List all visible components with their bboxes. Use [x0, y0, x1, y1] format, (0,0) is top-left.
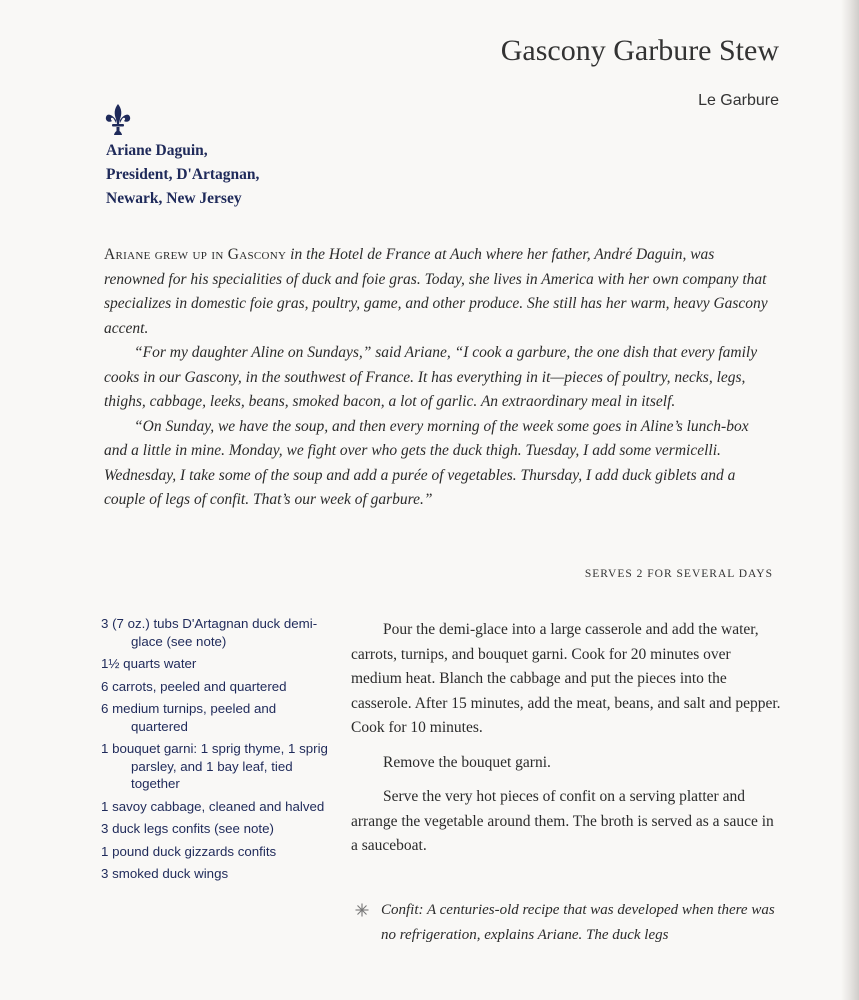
ingredient-item: 3 smoked duck wings	[101, 866, 229, 881]
method-step: Pour the demi-glace into a large casserole and add the water, carrots, turnips, and bouquet garni. Cook for 20 minutes over medium heat. Blanch the cabbage and put the pieces into the casserole. After 15 minutes, add the meat, beans, and salt and pepper. Cook for 10 minutes.	[351, 621, 781, 736]
confit-note-text: Confit: A centuries-old recipe that was developed when there was no refrigeration, explains Ariane. The duck legs	[381, 902, 775, 943]
recipe-title: Gascony Garbure Stew	[500, 34, 779, 67]
method-step: Remove the bouquet garni.	[383, 753, 551, 771]
method-step: Serve the very hot pieces of confit on a serving platter and arrange the vegetable around them. The broth is served as a sauce in a sauceboat.	[351, 788, 774, 854]
ingredient-item: 6 medium turnips, peeled and quartered	[101, 701, 277, 734]
intro-paragraph-2: “For my daughter Aline on Sundays,” said Ariane, “I cook a garbure, the one dish that every family cooks in our Gascony, in the southwest of France. It has everything in it—pieces of poultry, necks, legs, thighs, cabbage, leeks, beans, smoked bacon, a lot of garlic. An extraordinary meal in itself.	[104, 344, 758, 410]
contributor-credit	[106, 139, 259, 211]
fleur-de-lis-icon	[104, 102, 132, 136]
ingredient-item: 1 savoy cabbage, cleaned and halved	[101, 798, 325, 814]
contributor-name: Ariane Daguin,	[106, 142, 208, 159]
ingredient-item: 3 duck legs confits (see note)	[101, 821, 274, 836]
confit-note	[353, 898, 791, 947]
ingredient-list	[101, 615, 331, 888]
serves-label: SERVES 2 FOR SEVERAL DAYS	[584, 568, 773, 580]
method-steps	[351, 618, 781, 869]
ingredient-item: 6 carrots, peeled and quartered	[101, 678, 287, 694]
ingredient-item: 1 bouquet garni: 1 sprig thyme, 1 sprig parsley, and 1 bay leaf, tied together	[101, 741, 328, 791]
recipe-subtitle: Le Garbure	[698, 92, 779, 109]
contributor-location: Newark, New Jersey	[106, 190, 242, 207]
ingredient-item: 1 pound duck gizzards confits	[101, 843, 277, 859]
intro-paragraph-1-body: in the Hotel de France at Auch where her father, André Daguin, was renowned for his specialities of duck and foie gras. Today, she lives in America with her own company that specializes in domestic foie gras, poultry, game, and other produce. She still has her warm, heavy Gascony accent.	[104, 246, 768, 337]
intro-text	[104, 243, 772, 513]
page-edge-shadow	[841, 0, 859, 1000]
intro-paragraph-1	[104, 243, 772, 341]
contributor-role: President, D'Artagnan,	[106, 166, 260, 183]
intro-lead-in: Ariane grew up in Gascony	[104, 246, 287, 263]
ingredient-item: 3 (7 oz.) tubs D'Artagnan duck demi-glace (see note)	[101, 616, 318, 649]
intro-paragraph-3: “On Sunday, we have the soup, and then every morning of the week some goes in Aline’s lunch-box and a little in mine. Monday, we fight over who gets the duck thigh. Tuesday, I add some vermicelli. Wednesday, I take some of the soup and add a purée of vegetables. Thursday, I add duck giblets and a couple of legs of confit. That’s our week of garbure.”	[104, 417, 749, 508]
ingredient-item: 1½ quarts water	[101, 656, 197, 671]
sparkle-icon	[355, 903, 369, 917]
